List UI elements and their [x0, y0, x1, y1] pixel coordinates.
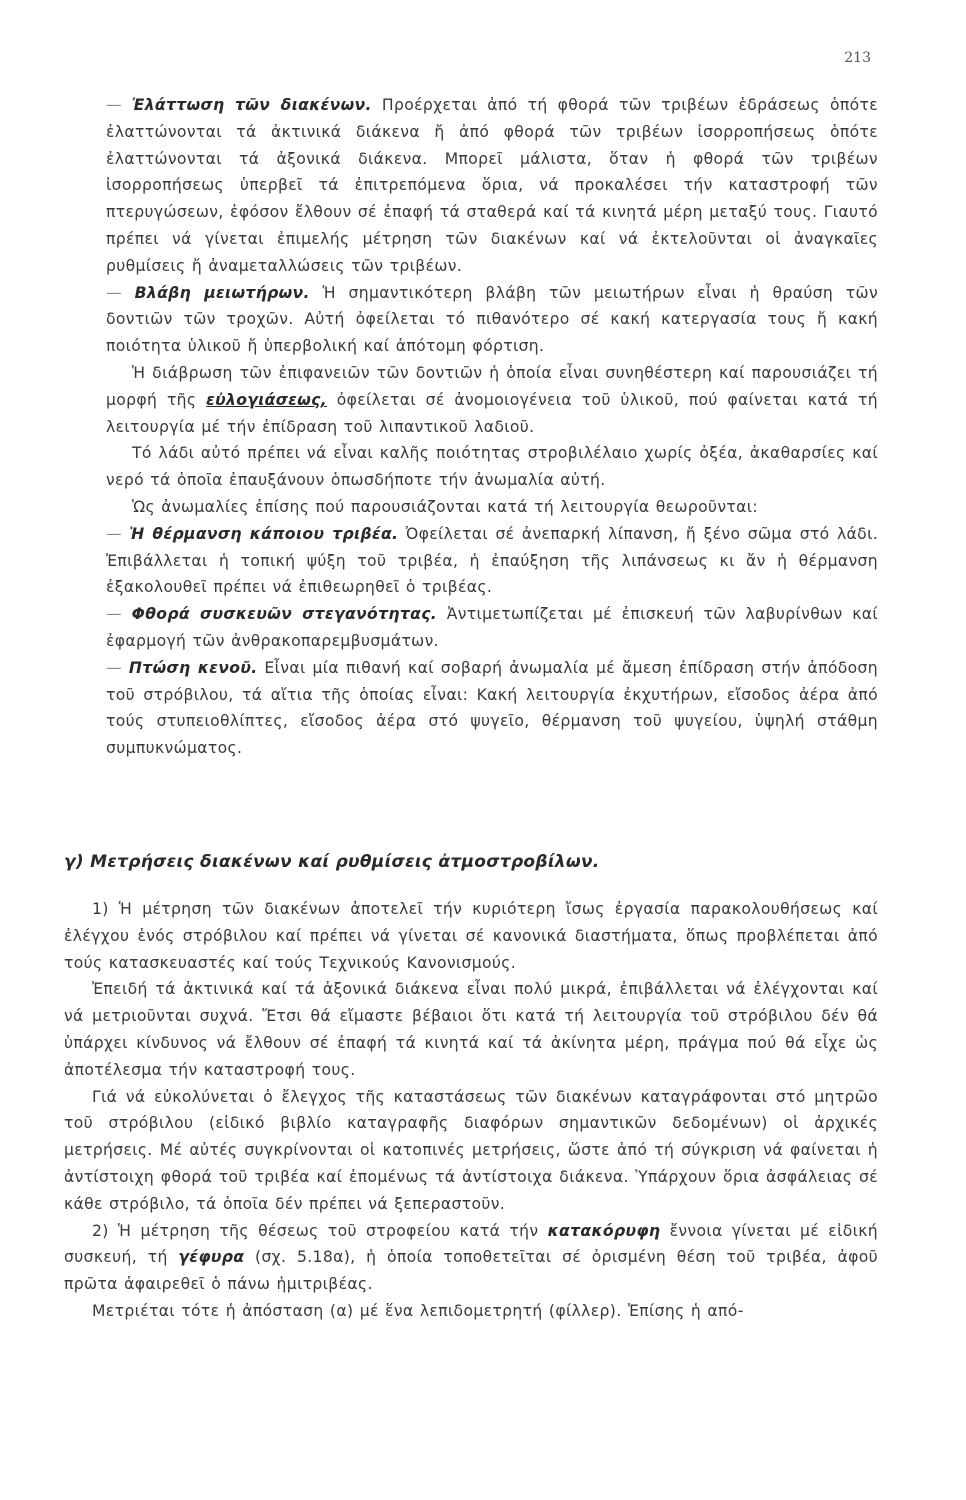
list-dash: — [106, 658, 122, 677]
term-seal-wear: Φθορά συσκευῶν στεγανότητας. [131, 605, 438, 624]
term-pitting: εὐλογιάσεως, [206, 390, 328, 409]
paragraph-text: Προέρχεται ἀπό τή φθορά τῶν τριβέων ἑδράσεως ὁπότε ἐλαττώνονται τά ἀκτινικά διάκενα ἤ ἀπό φθορά τῶν τριβέων ἰσορροπήσεως ὁπότε ἐλαττώνονται τά ἀξονικά διάκενα. Μπορεῖ μάλιστα, ὅταν ἡ φθορά τῶν τριβέων ἰσορροπήσεως ὑπερβεῖ τά ἐπιτρεπόμενα ὅρια, νά προκαλέσει τήν καταστροφή τῶν πτερυγώσεων, ἐφόσον ἔλθουν σέ ἐπαφή τά σταθερά καί τά κινητά μέρη μεταξύ τους. Γιαυτό πρέπει νά γίνεται ἐπιμελής μέτρηση τῶν διακένων καί νά ἐκτελοῦνται οἱ ἀναγκαῖες ρυθμίσεις ἤ ἀναμεταλλώσεις τῶν τριβέων. [106, 96, 879, 275]
paragraph-distance-measurement [64, 1298, 878, 1325]
page-number: 213 [844, 50, 871, 66]
term-bearing-heating: Ἡ θέρμανση κάποιου τριβέα. [129, 524, 399, 543]
list-dash: — [106, 605, 122, 624]
paragraph-bearing-heating [106, 521, 878, 601]
term-vacuum-drop: Πτώση κενοῦ. [128, 658, 258, 677]
paragraph-turbine-register [64, 1084, 878, 1218]
paragraph-gear-damage [106, 280, 878, 360]
paragraph-text: ἔννοια γίνεται μέ εἰδική συσκευή, τή [64, 1221, 878, 1267]
paragraph-oil-quality [106, 440, 878, 494]
list-dash: — [106, 283, 122, 302]
paragraph-text: Γιά νά εὐκολύνεται ὁ ἔλεγχος τῆς καταστάσεως τῶν διακένων καταγράφονται στό μητρῶο τοῦ στρόβιλου (εἰδικό βιβλίο καταγραφῆς διαφόρων σημαντικῶν δεδομένων) οἱ ἀρχικές μετρήσεις. Μέ αὐτές συγκρίνονται οἱ κατοπινές μετρήσεις, ὥστε ἀπό τή σύγκριση νά φαίνεται ἡ ἀντίστοιχη φθορά τοῦ τριβέα καί ἑπομένως τά ἀντίστοιχα διάκενα. Ὑπάρχουν ὅρια ἀσφάλειας σέ κάθε στρόβιλο, τά ὁποῖα δέν πρέπει νά ξεπεραστοῦν. [64, 1087, 878, 1213]
paragraph-text: Ἐπειδή τά ἀκτινικά καί τά ἀξονικά διάκενα εἶναι πολύ μικρά, ἐπιβάλλεται νά ἐλέγχονται καί νά μετριοῦνται συχνά. Ἔτσι θά εἴμαστε βέβαιοι ὅτι κατά τή λειτουργία τοῦ στρόβιλου δέν θά ὑπάρχει κίνδυνος νά ἔλθουν σέ ἐπαφή τά κινητά καί τά ἀκίνητα μέρη, πράγμα πού θά εἶχε ὡς ἀποτέλεσμα τήν καταστροφή τους. [64, 980, 878, 1079]
paragraph-text: 1) Ἡ μέτρηση τῶν διακένων ἀποτελεῖ τήν κυριότερη ἴσως ἐργασία παρακολουθήσεως καί ἐλέγχου ἑνός στρόβιλου καί πρέπει νά γίνεται σέ κανονικά διαστήματα, ὅπως προβλέπεται ἀπό τούς κατασκευαστές καί τούς Τεχνικούς Κανονισμούς. [64, 900, 878, 972]
list-dash: — [106, 524, 122, 543]
paragraph-text: Ἀντιμετωπίζεται μέ ἐπισκευή τῶν λαβυρίνθων καί ἐφαρμογή τῶν ἀνθρακοπαρεμβυσμάτων. [106, 605, 878, 650]
paragraph-vacuum-drop [106, 655, 878, 762]
anomalies-text-block [106, 92, 878, 762]
measurements-text-block [64, 896, 878, 1325]
paragraph-clearance-measurement [64, 896, 878, 976]
paragraph-text: (σχ. 5.18α), ἡ ὁποία τοποθετεῖται σέ ὁρισμένη θέση τοῦ τριβέα, ἀφοῦ πρῶτα ἀφαιρεθεῖ ὁ πάνω ἡμιτριβέας. [64, 1248, 879, 1294]
paragraph-text: Ὀφείλεται σέ ἀνεπαρκή λίπανση, ἤ ξένο σῶμα στό λάδι. Ἐπιβάλλεται ἡ τοπική ψύξη τοῦ τριβέα, ἡ ἐπαύξηση τῆς λιπάνσεως κι ἄν ἡ θέρμανση ἐξακολουθεῖ πρέπει νά ἐπιθεωρηθεῖ ὁ τριβέας. [106, 524, 879, 597]
paragraph-frequent-checks [64, 976, 878, 1083]
paragraph-text: Μετριέται τότε ἡ ἀπόσταση (α) μέ ἕνα λεπιδομετρητή (φίλλερ). Ἐπίσης ἡ από- [92, 1301, 744, 1320]
term-bridge: γέφυρα [178, 1248, 245, 1267]
paragraph-text: Ἡ σημαντικότερη βλάβη τῶν μειωτήρων εἶναι ἡ θραύση τῶν δοντιῶν τῶν τροχῶν. Αὐτή ὀφείλεται τό πιθανότερο σέ κακή κατεργασία τους ἤ κακή ποιότητα ὑλικοῦ ἤ ὑπερβολική καί ἀπότομη φόρτιση. [106, 283, 879, 356]
term-gear-damage: Βλάβη μειωτήρων. [134, 283, 310, 302]
paragraph-rotor-position [64, 1218, 878, 1298]
paragraph-text: Ἡ διάβρωση τῶν ἐπιφανειῶν τῶν δοντιῶν ἡ ὁποία εἶναι συνηθέστερη καί παρουσιάζει τή μορφή τῆς [106, 363, 878, 409]
term-clearance-reduction: Ἐλάττωση τῶν διακένων. [132, 96, 372, 114]
list-dash: — [106, 96, 122, 114]
term-vertical: κατακόρυφη [547, 1221, 661, 1240]
section-heading: γ) Μετρήσεις διακένων καί ρυθμίσεις ἀτμοστροβίλων. [64, 852, 600, 872]
paragraph-seal-wear [106, 601, 878, 655]
paragraph-text: Τό λάδι αὐτό πρέπει νά εἶναι καλῆς ποιότητας στροβιλέλαιο χωρίς ὀξέα, ἀκαθαρσίες καί νερό τά ὁποῖα ἐπαυξάνουν ὁπωσδήποτε τήν ἀνωμαλία αὐτή. [106, 444, 878, 490]
paragraph-clearance-reduction [106, 92, 878, 280]
paragraph-text: Ὡς ἀνωμαλίες ἐπίσης πού παρουσιάζονται κατά τή λειτουργία θεωροῦνται: [132, 497, 759, 516]
paragraph-other-anomalies [106, 494, 878, 521]
paragraph-text: Εἶναι μία πιθανή καί σοβαρή ἀνωμαλία μέ ἄμεση ἐπίδραση στήν ἀπόδοση τοῦ στρόβιλου, τά αἴτια τῆς ὁποίας εἶναι: Κακή λειτουργία ἐκχυτήρων, εἴσοδος ἀέρα ἀπό τούς στυπειοθλίπτες, εἴσοδος ἀέρα στό ψυγεῖο, θέρμανση τοῦ ψυγείου, ὑψηλή στάθμη συμπυκνώματος. [106, 658, 879, 758]
paragraph-corrosion [106, 360, 878, 440]
paragraph-text: 2) Ἡ μέτρηση τῆς θέσεως τοῦ στροφείου κατά τήν [92, 1221, 548, 1240]
paragraph-text: ὀφείλεται σέ ἀνομοιογένεια τοῦ ὑλικοῦ, πού φαίνεται κατά τή λειτουργία μέ τήν ἐπίδραση τοῦ λιπαντικοῦ λαδιοῦ. [106, 390, 878, 436]
